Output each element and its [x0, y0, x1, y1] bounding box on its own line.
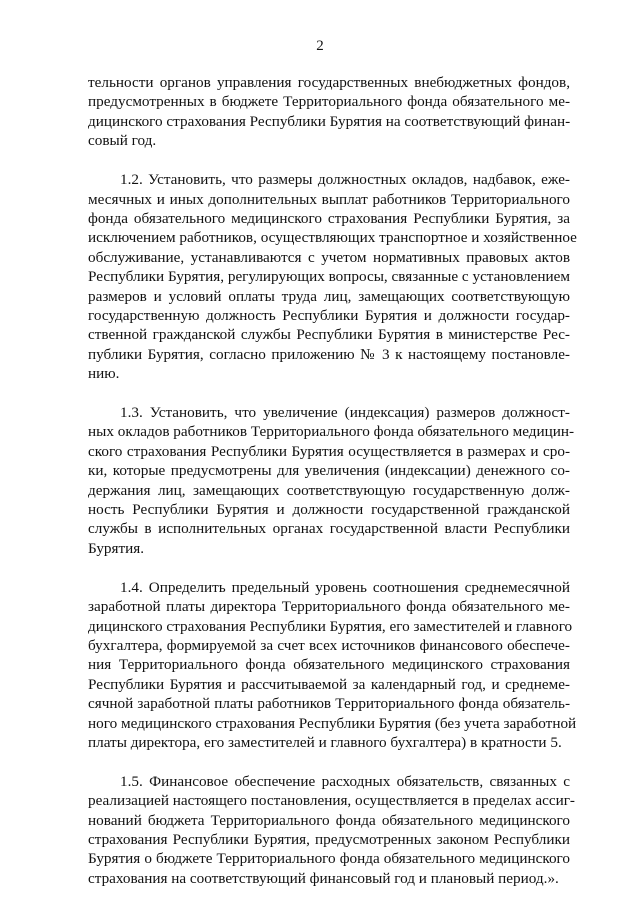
paragraph-1-3 [88, 403, 575, 558]
text-line: дицинского страхования Республики Бурятия, его заместителей и главного [88, 617, 573, 635]
text-line: службы в исполнительных органах государственной власти Республики [88, 520, 570, 538]
text-line: ского страхования Республики Бурятия осуществляется в размерах и сро- [88, 442, 570, 460]
text-line: дицинского страхования Республики Бурятия на соответствующий финан- [88, 112, 571, 130]
text-line: тельности органов управления государственных внебюджетных фондов, [88, 74, 570, 91]
text-line: страхования на соответствующий финансовый год и плановый период.». [88, 869, 559, 887]
text-line: реализацией настоящего постановления, осуществляется в пределах ассиг- [88, 792, 575, 810]
text-line: ния Территориального фонда обязательного медицинского страхования [88, 656, 570, 674]
text-line: ных окладов работников Территориального фонда обязательного медицин- [88, 423, 575, 441]
text-line: нию. [88, 365, 120, 383]
paragraph-1-5 [88, 772, 575, 888]
text-line: держания лиц, замещающих соответствующую государственную долж- [88, 481, 570, 499]
text-line: совый год. [88, 132, 157, 150]
text-line: 1.4. Определить предельный уровень соотношения среднемесячной [120, 578, 570, 596]
text-line: заработной платы директора Территориального фонда обязательного ме- [88, 598, 570, 616]
text-line: 1.3. Установить, что увеличение (индексация) размеров должност- [120, 404, 570, 422]
text-line: Бурятия о бюджете Территориального фонда обязательного медицинского [88, 850, 570, 868]
text-line: платы директора, его заместителей и главного бухгалтера) в кратности 5. [88, 733, 562, 751]
text-line: ного медицинского страхования Республики Бурятия (без учета заработной [88, 714, 577, 732]
paragraph-1-2 [88, 170, 577, 383]
text-line: ки, которые предусмотрены для увеличения (индексации) денежного со- [88, 462, 570, 480]
text-line: 1.5. Финансовое обеспечение расходных обязательств, связанных с [120, 772, 570, 790]
text-line: ственной гражданской службы Республики Бурятия в министерстве Рес- [88, 326, 570, 344]
text-line: Республики Бурятия, регулирующих вопросы, связанные с установлением [88, 268, 570, 286]
text-line: Республики Бурятия и рассчитываемой за календарный год, и среднеме- [88, 675, 570, 693]
text-line: размеров и условий оплаты труда лиц, замещающих соответствующую [88, 287, 570, 305]
text-line: публики Бурятия, согласно приложению № 3 к настоящему постановле- [88, 345, 570, 363]
text-line: страхования Республики Бурятия, предусмотренных законом Республики [88, 831, 570, 849]
page-number: 2 [316, 38, 324, 54]
text-line: месячных и иных дополнительных выплат работников Территориального [88, 190, 570, 208]
text-line: фонда обязательного медицинского страхования Республики Бурятия, за [88, 209, 570, 227]
document-body [88, 73, 577, 908]
text-line: 1.2. Установить, что размеры должностных окладов, надбавок, еже- [120, 171, 570, 189]
text-line: государственную должность Республики Бурятия и должности государ- [88, 306, 570, 324]
text-line: нований бюджета Территориального фонда обязательного медицинского [88, 811, 570, 829]
text-line: сячной заработной платы работников Территориального фонда обязатель- [88, 695, 570, 713]
text-line: ность Республики Бурятия и должности государственной гражданской [88, 501, 570, 518]
paragraph-continuation [88, 73, 570, 151]
text-line: обслуживание, устанавливаются с учетом нормативных правовых актов [88, 248, 570, 266]
text-line: исключением работников, осуществляющих транспортное и хозяйственное [88, 229, 577, 247]
text-line: Бурятия. [88, 539, 145, 557]
text-line: предусмотренных в бюджете Территориального фонда обязательного ме- [88, 93, 570, 111]
text-line: бухгалтера, формируемой за счет всех источников финансового обеспече- [88, 636, 570, 654]
paragraph-1-4 [88, 578, 577, 753]
